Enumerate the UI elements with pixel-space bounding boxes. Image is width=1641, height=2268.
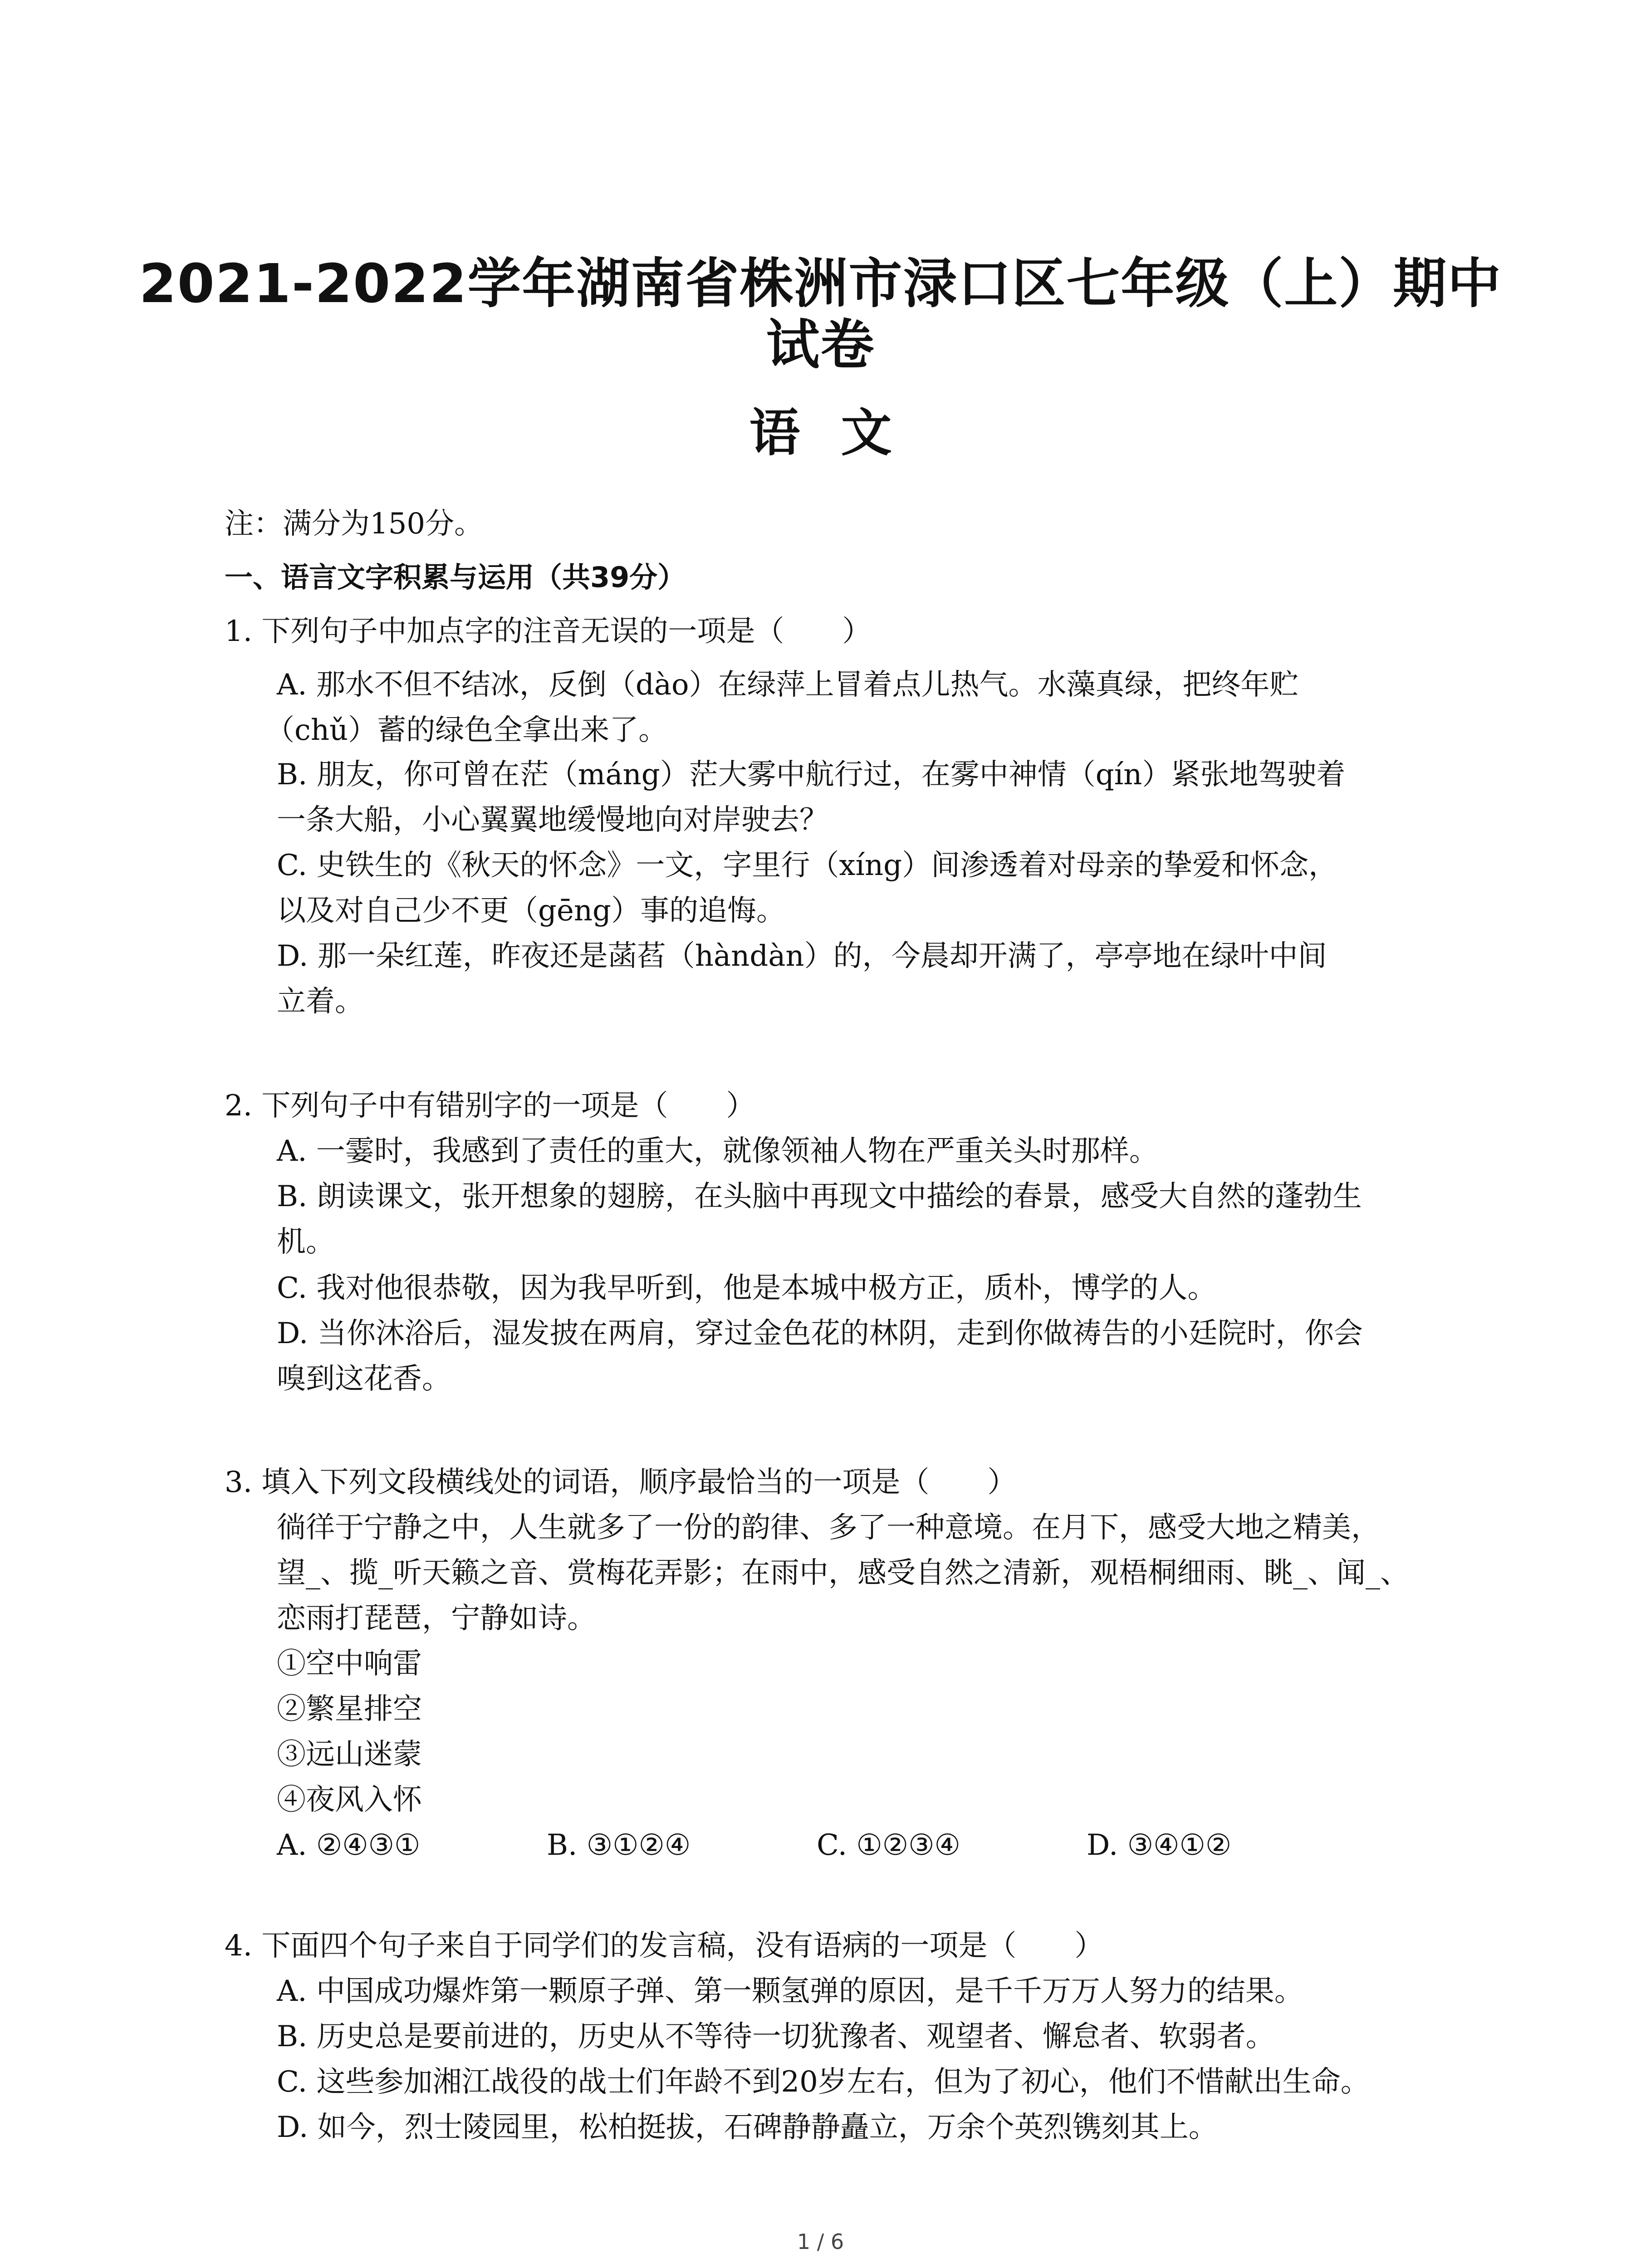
question-3-item: ④夜风入怀: [277, 1783, 422, 1817]
exam-title-line2: 试卷: [766, 313, 875, 376]
question-3-line: 恋雨打琵琶，宁静如诗。: [277, 1602, 596, 1635]
score-note: 注：满分为150分。: [225, 507, 484, 541]
question-3-item: ③远山迷蒙: [277, 1738, 422, 1771]
question-1-line: B. 朋友，你可曾在茫（máng）茫大雾中航行过，在雾中神情（qín）紧张地驾驶着: [277, 758, 1346, 792]
exam-title-line1: 2021-2022学年湖南省株洲市渌口区七年级（上）期中: [139, 252, 1502, 315]
question-1-line: （chǔ）蓄的绿色全拿出来了。: [265, 714, 668, 747]
question-4-stem: 4. 下面四个句子来自于同学们的发言稿，没有语病的一项是（ ）: [225, 1929, 1104, 1963]
subject-heading: 语文: [749, 404, 933, 463]
section-heading: 一、语言文字积累与运用（共39分）: [225, 561, 686, 594]
question-3-item: ②繁星排空: [277, 1692, 422, 1726]
page-number: 1 / 6: [797, 2229, 844, 2254]
question-4-line: A. 中国成功爆炸第一颗原子弹、第一颗氢弹的原因，是千千万万人努力的结果。: [277, 1975, 1303, 2008]
option-d: D. ③④①②: [1087, 1828, 1232, 1862]
question-3-line: 望_、揽_听天籁之音、赏梅花弄影；在雨中，感受自然之清新，观梧桐细雨、眺_、闻_、: [277, 1556, 1409, 1590]
question-2-line: C. 我对他很恭敬，因为我早听到，他是本城中极方正，质朴，博学的人。: [277, 1271, 1217, 1305]
question-3-item: ①空中响雷: [277, 1647, 422, 1681]
question-1-line: A. 那水不但不结冰，反倒（dào）在绿萍上冒着点儿热气。水藻真绿，把终年贮: [277, 668, 1299, 702]
question-2-stem: 2. 下列句子中有错别字的一项是（ ）: [225, 1089, 755, 1123]
question-4-line: B. 历史总是要前进的，历史从不等待一切犹豫者、观望者、懈怠者、软弱者。: [277, 2020, 1275, 2053]
question-1-line: 以及对自己少不更（gēng）事的追悔。: [277, 894, 786, 928]
question-1-line: C. 史铁生的《秋天的怀念》一文，字里行（xíng）间渗透着对母亲的挚爱和怀念，: [277, 849, 1338, 882]
question-3-line: 徜徉于宁静之中，人生就多了一份的韵律、多了一种意境。在月下，感受大地之精美，: [277, 1511, 1380, 1545]
question-3-stem: 3. 填入下列文段横线处的词语，顺序最恰当的一项是（ ）: [225, 1466, 1017, 1499]
option-b: B. ③①②④: [547, 1828, 691, 1862]
question-1-line: D. 那一朵红莲，昨夜还是菡萏（hàndàn）的，今晨却开满了，亭亭地在绿叶中间: [277, 939, 1327, 973]
question-2-line: A. 一霎时，我感到了责任的重大，就像领袖人物在严重关头时那样。: [277, 1134, 1158, 1168]
question-2-line: D. 当你沐浴后，湿发披在两肩，穿过金色花的林阴，走到你做祷告的小廷院时，你会: [277, 1317, 1363, 1350]
question-1-stem: 1. 下列句子中加点字的注音无误的一项是（ ）: [225, 615, 872, 648]
question-2-line: 机。: [277, 1225, 335, 1259]
question-2-line: 嗅到这花香。: [277, 1362, 451, 1396]
question-1-line: 一条大船，小心翼翼地缓慢地向对岸驶去？: [277, 803, 828, 837]
question-4-line: C. 这些参加湘江战役的战士们年龄不到20岁左右，但为了初心，他们不惜献出生命。: [277, 2065, 1370, 2099]
option-c: C. ①②③④: [817, 1828, 960, 1862]
option-a: A. ②④③①: [277, 1828, 421, 1862]
question-1-line: 立着。: [277, 985, 364, 1018]
question-2-line: B. 朗读课文，张开想象的翅膀，在头脑中再现文中描绘的春景，感受大自然的蓬勃生: [277, 1180, 1362, 1213]
question-4-line: D. 如今，烈士陵园里，松柏挺拔，石碑静静矗立，万余个英烈镌刻其上。: [277, 2111, 1218, 2144]
